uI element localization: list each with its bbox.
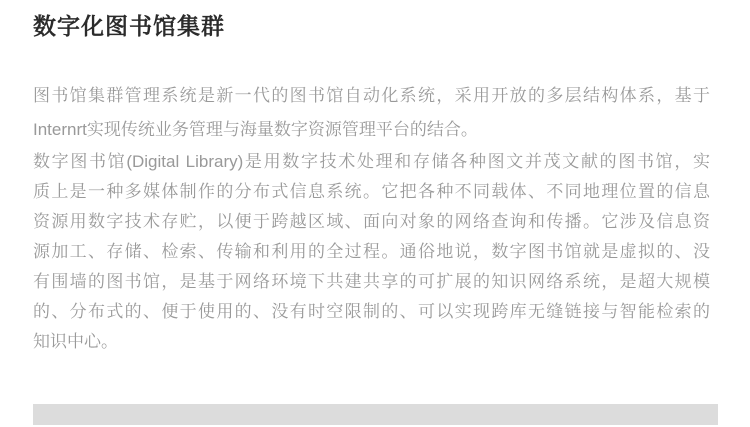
text-line: 有围墙的图书馆，是基于网络环境下共建共享的可扩展的知识网络系统，是超大规模: [33, 272, 710, 291]
page-title: 数字化图书馆集群: [33, 13, 225, 39]
paragraph-intro: [33, 79, 710, 147]
text-line: 质上是一种多媒体制作的分布式信息系统。它把各种不同载体、不同地理位置的信息: [33, 182, 710, 201]
text-line: 知识中心。: [33, 332, 118, 351]
text-line: 数字图书馆(Digital Library)是用数字技术处理和存储各种图文并茂文献的图书馆，实: [33, 152, 710, 171]
text-line: 资源用数字技术存贮，以便于跨越区域、面向对象的网络查询和传播。它涉及信息资: [33, 212, 710, 231]
text-line: 图书馆集群管理系统是新一代的图书馆自动化系统，采用开放的多层结构体系，基于: [33, 86, 710, 105]
text-line: 的、分布式的、便于使用的、没有时空限制的、可以实现跨库无缝链接与智能检索的: [33, 302, 710, 321]
article-body: [33, 79, 710, 357]
bottom-bar: [33, 404, 718, 425]
text-line: 源加工、存储、检索、传输和利用的全过程。通俗地说，数字图书馆就是虚拟的、没: [33, 242, 710, 261]
text-line: Internrt实现传统业务管理与海量数字资源管理平台的结合。: [33, 120, 478, 139]
paragraph-definition: [33, 147, 710, 357]
